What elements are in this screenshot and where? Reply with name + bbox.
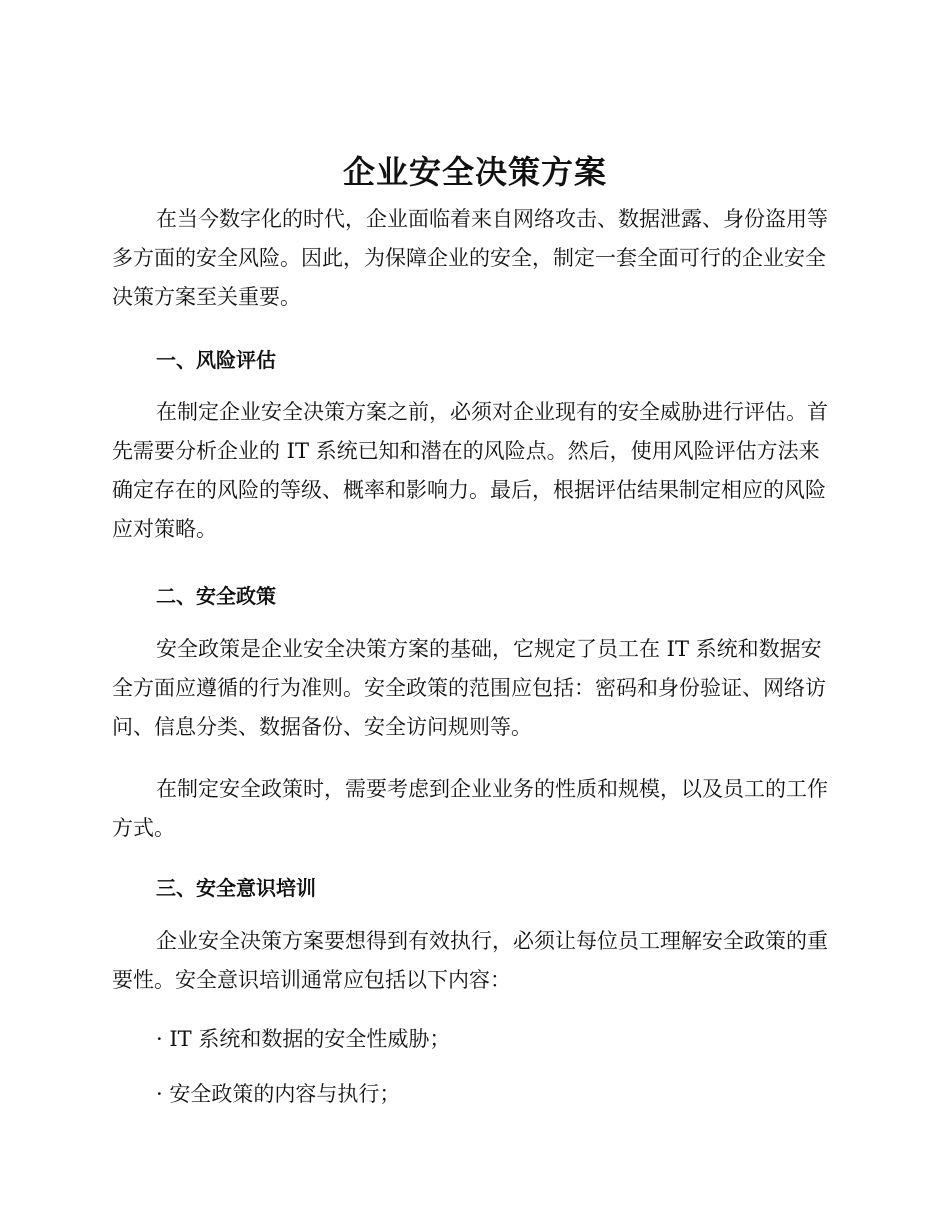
security-policy-paragraph-1: 安全政策是企业安全决策方案的基础，它规定了员工在 IT 系统和数据安全方面应遵循的行为准则。安全政策的范围应包括：密码和身份验证、网络访问、信息分类、数据备份、安全访问规则等。 [112, 637, 826, 739]
risk-assessment-paragraph: 在制定企业安全决策方案之前，必须对企业现有的安全威胁进行评估。首先需要分析企业的 IT 系统已知和潜在的风险点。然后，使用风险评估方法来确定存在的风险的等级、概率和影响力。最后，根据评估结果制定相应的风险应对策略。 [112, 400, 828, 541]
awareness-training-paragraph: 企业安全决策方案要想得到有效执行，必须让每位员工理解安全政策的重要性。安全意识培训通常应包括以下内容： [112, 929, 828, 992]
document-title: 企业安全决策方案 [342, 153, 607, 191]
list-item: · 安全政策的内容与执行； [156, 1082, 401, 1106]
intro-paragraph: 在当今数字化的时代，企业面临着来自网络攻击、数据泄露、身份盗用等多方面的安全风险。因此，为保障企业的安全，制定一套全面可行的企业安全决策方案至关重要。 [112, 207, 828, 309]
section-heading-awareness-training: 三、安全意识培训 [156, 876, 316, 900]
section-heading-security-policy: 二、安全政策 [156, 584, 276, 608]
security-policy-paragraph-2: 在制定安全政策时，需要考虑到企业业务的性质和规模，以及员工的工作方式。 [112, 777, 828, 840]
section-heading-risk-assessment: 一、风险评估 [156, 348, 276, 372]
list-item: · IT 系统和数据的安全性威胁； [156, 1027, 451, 1051]
